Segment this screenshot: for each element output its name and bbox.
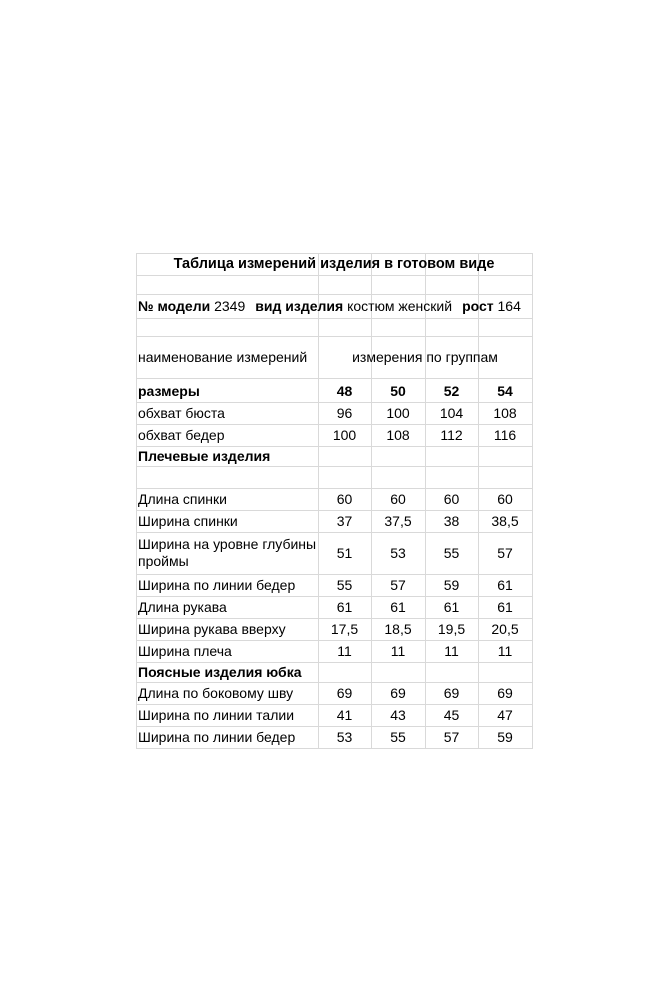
measurement-name: Длина по боковому шву <box>138 684 294 701</box>
sheet-gridline <box>136 275 533 276</box>
measurement-name: обхват бедер <box>138 426 225 443</box>
measurement-value: 112 <box>440 426 463 443</box>
size-header: 54 <box>497 382 513 399</box>
name-column-header: наименование измерений <box>138 348 308 365</box>
item-type-label: вид изделия <box>255 297 344 314</box>
measurement-value: 57 <box>497 544 513 561</box>
item-type-value: костюм женский <box>347 297 453 314</box>
measurement-value: 59 <box>497 728 513 745</box>
measurement-value: 38 <box>443 512 460 529</box>
measurement-value: 69 <box>497 684 513 701</box>
measurement-value: 60 <box>497 490 513 507</box>
measurement-value: 55 <box>336 576 353 593</box>
section-title-shoulder: Плечевые изделия <box>138 447 271 464</box>
measurement-name: Ширина по линии талии <box>138 706 295 723</box>
size-header: 52 <box>443 382 460 399</box>
measurement-value: 47 <box>497 706 513 723</box>
measurement-value: 59 <box>443 576 460 593</box>
sheet-gridline <box>136 318 533 319</box>
measurement-name: Ширина рукава вверху <box>138 620 286 637</box>
measurement-value: 108 <box>493 404 517 421</box>
measurement-value: 19,5 <box>437 620 466 637</box>
measurement-value: 96 <box>336 404 353 421</box>
measurement-value: 17,5 <box>330 620 359 637</box>
measurement-value: 60 <box>390 490 406 507</box>
measurement-value: 11 <box>390 642 406 659</box>
measurement-value: 69 <box>336 684 353 701</box>
measurement-value: 57 <box>443 728 460 745</box>
sheet-gridline <box>136 748 533 749</box>
measurement-value: 11 <box>497 642 513 659</box>
measurement-value: 38,5 <box>491 512 519 529</box>
measurement-value: 61 <box>336 598 353 615</box>
measurement-value: 53 <box>390 544 406 561</box>
measurement-value: 55 <box>443 544 460 561</box>
measurement-value: 55 <box>390 728 406 745</box>
measurement-value: 41 <box>336 706 353 723</box>
measurement-value: 69 <box>443 684 460 701</box>
sizes-label: размеры <box>138 382 200 399</box>
measurement-value: 100 <box>332 426 357 443</box>
measurement-name: Ширина на уровне глубины проймы <box>138 536 317 569</box>
measurement-value: 45 <box>443 706 460 723</box>
measurement-name: Ширина спинки <box>138 512 238 529</box>
measurement-value: 11 <box>444 642 459 659</box>
measurement-value: 116 <box>493 426 517 443</box>
measurement-value: 11 <box>337 642 352 659</box>
sheet-gridline <box>136 378 533 379</box>
measurement-value: 61 <box>497 598 513 615</box>
measurement-value: 43 <box>390 706 406 723</box>
measurement-value: 69 <box>390 684 406 701</box>
sheet-gridline <box>136 466 533 467</box>
measurement-name: Ширина по линии бедер <box>138 576 296 593</box>
measurement-value: 57 <box>390 576 406 593</box>
measurement-value: 37 <box>336 512 353 529</box>
measurement-name: Ширина по линии бедер <box>138 728 296 745</box>
measurement-name: обхват бюста <box>138 404 225 421</box>
measurement-value: 51 <box>336 544 353 561</box>
size-header: 50 <box>390 382 406 399</box>
table-title: Таблица измерений изделия в готовом виде <box>173 255 495 272</box>
measurement-value: 61 <box>497 576 513 593</box>
measurement-value: 61 <box>443 598 460 615</box>
measurement-value: 108 <box>386 426 410 443</box>
measurement-value: 60 <box>443 490 460 507</box>
height-value: 164 <box>497 297 521 314</box>
sheet-gridline <box>532 253 533 748</box>
measurement-value: 60 <box>336 490 353 507</box>
size-header: 48 <box>336 382 353 399</box>
measurement-name: Длина спинки <box>138 490 227 507</box>
measurement-value: 100 <box>386 404 410 421</box>
model-info-line <box>136 294 532 318</box>
measurement-value: 37,5 <box>384 512 412 529</box>
group-column-header: измерения по группам <box>352 348 498 365</box>
model-number-label: № модели <box>138 297 211 314</box>
height-label: рост <box>462 297 494 314</box>
measurement-value: 53 <box>336 728 353 745</box>
model-number-value: 2349 <box>214 297 246 314</box>
measurement-value: 20,5 <box>491 620 519 637</box>
measurement-value: 104 <box>439 404 464 421</box>
measurement-name: Длина рукава <box>138 598 227 615</box>
measurement-value: 61 <box>390 598 406 615</box>
measurement-value: 18,5 <box>384 620 412 637</box>
measurement-name: Ширина плеча <box>138 642 232 659</box>
section-title-waist: Поясные изделия юбка <box>138 663 302 680</box>
